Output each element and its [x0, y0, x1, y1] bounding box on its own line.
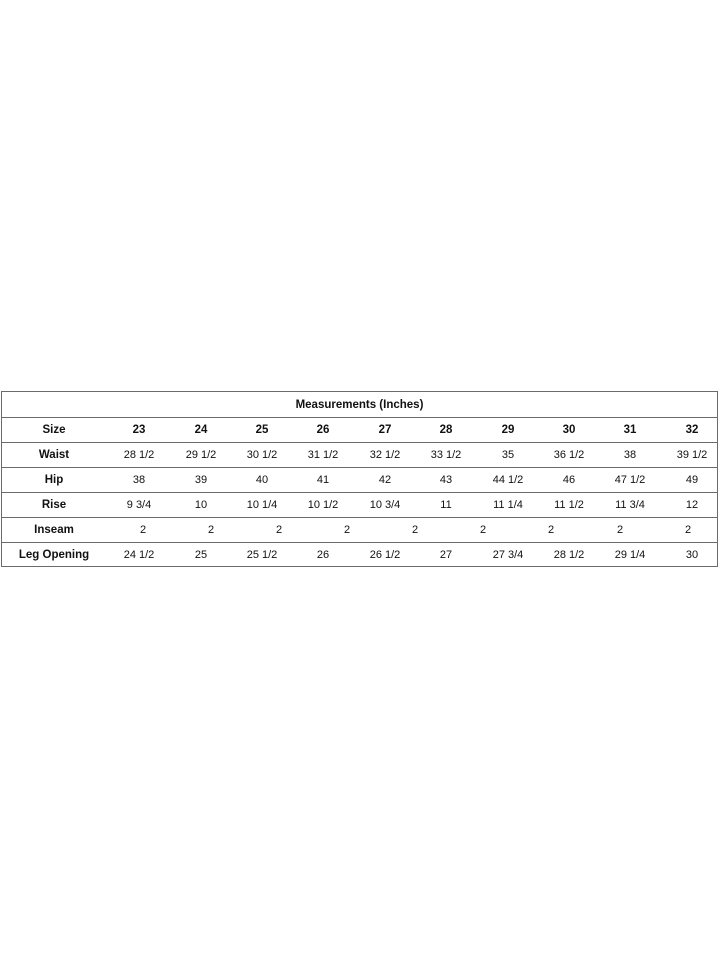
table-cell: 2	[616, 524, 624, 536]
table-row	[2, 493, 717, 518]
row-label: Hip	[44, 474, 64, 486]
table-cell: 11 1/2	[554, 499, 584, 511]
row-label: Leg Opening	[18, 549, 90, 561]
size-header-cell: 23	[132, 424, 146, 436]
table-cell: 2	[684, 524, 692, 536]
table-row	[2, 443, 717, 468]
table-cell: 24 1/2	[123, 549, 155, 561]
row-label: Inseam	[34, 524, 74, 536]
table-cell: 11	[440, 499, 452, 511]
table-cell: 46	[562, 474, 576, 486]
table-cell: 2	[479, 524, 487, 536]
row-label: Waist	[38, 449, 70, 461]
table-cell: 28 1/2	[123, 449, 155, 461]
table-cell: 39	[194, 474, 208, 486]
size-header-cell: 31	[623, 424, 637, 436]
table-cell: 26	[316, 549, 330, 561]
size-header-cell: 27	[378, 424, 392, 436]
size-header-cell: 32	[685, 424, 699, 436]
table-cell: 32 1/2	[369, 449, 401, 461]
table-cell: 10 1/4	[246, 499, 278, 511]
table-cell: 25 1/2	[246, 549, 278, 561]
table-cell: 49	[685, 474, 699, 486]
table-cell: 10 3/4	[369, 499, 401, 511]
table-cell: 26 1/2	[369, 549, 401, 561]
table-cell: 27 3/4	[492, 549, 524, 561]
table-cell: 2	[547, 524, 555, 536]
table-cell: 35	[501, 449, 515, 461]
table-cell: 30	[685, 549, 699, 561]
table-cell: 44 1/2	[492, 474, 524, 486]
size-header-cell: 29	[501, 424, 515, 436]
table-cell: 47 1/2	[614, 474, 646, 486]
table-cell: 42	[378, 474, 392, 486]
table-cell: 10 1/2	[307, 499, 339, 511]
table-cell: 2	[207, 524, 215, 536]
table-cell: 2	[139, 524, 147, 536]
size-chart-table	[1, 391, 718, 567]
size-header-cell: 26	[316, 424, 330, 436]
table-cell: 40	[255, 474, 269, 486]
table-cell: 33 1/2	[430, 449, 462, 461]
table-cell: 29 1/4	[614, 549, 646, 561]
table-row	[2, 518, 717, 543]
table-cell: 25	[194, 549, 208, 561]
table-row	[2, 468, 717, 493]
table-cell: 41	[316, 474, 330, 486]
size-header-cell: 30	[562, 424, 576, 436]
table-cell: 38	[623, 449, 637, 461]
table-row	[2, 543, 717, 568]
table-cell: 31 1/2	[307, 449, 339, 461]
table-cell: 28 1/2	[553, 549, 585, 561]
table-cell: 36 1/2	[553, 449, 585, 461]
table-cell: 11 1/4	[493, 499, 523, 511]
table-cell: 10	[194, 499, 208, 511]
table-cell: 11 3/4	[615, 499, 645, 511]
size-header-cell: 25	[255, 424, 269, 436]
table-cell: 9 3/4	[126, 499, 152, 511]
table-cell: 38	[132, 474, 146, 486]
table-cell: 2	[275, 524, 283, 536]
table-cell: 30 1/2	[246, 449, 278, 461]
table-cell: 27	[439, 549, 453, 561]
table-cell: 43	[439, 474, 453, 486]
row-label: Rise	[41, 499, 67, 511]
table-cell: 2	[411, 524, 419, 536]
table-cell: 39 1/2	[676, 449, 708, 461]
table-cell: 2	[343, 524, 351, 536]
table-title: Measurements (Inches)	[2, 392, 717, 418]
row-label: Size	[42, 424, 66, 436]
table-cell: 12	[685, 499, 699, 511]
table-cell: 29 1/2	[185, 449, 217, 461]
size-header-cell: 28	[439, 424, 453, 436]
size-header-cell: 24	[194, 424, 208, 436]
table-row	[2, 418, 717, 443]
